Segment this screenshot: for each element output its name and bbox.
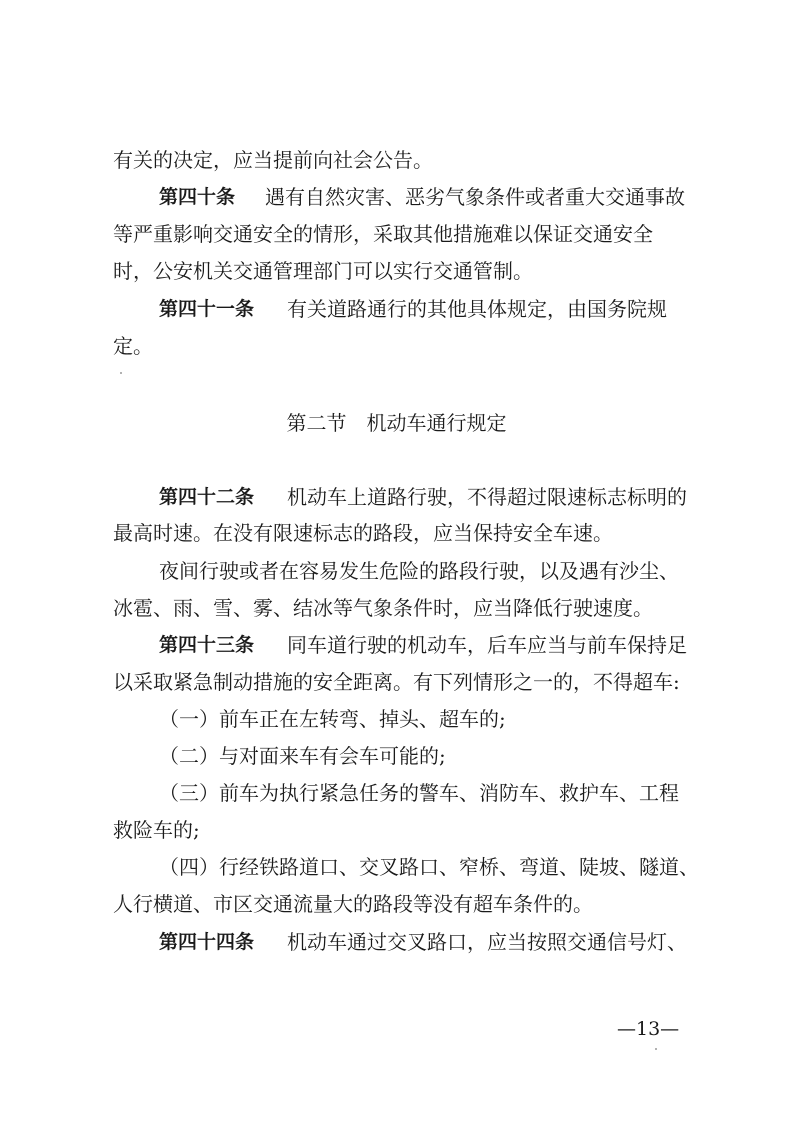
text: 遇有自然灾害、恶劣气象条件或者重大交通事故: [265, 185, 685, 209]
article-heading: 第四十二条: [159, 486, 255, 508]
text: 机动车通过交叉路口，应当按照交通信号灯、: [287, 930, 687, 954]
section-title: 第二节 机动车通行规定: [286, 411, 507, 435]
text: （四）行经铁路道口、交叉路口、窄桥、弯道、陡坡、隧道、: [159, 855, 699, 879]
list-item: [0, 737, 793, 775]
page-number: —13—: [617, 1018, 680, 1040]
article-44-line-1: [0, 923, 793, 961]
text: 人行横道、市区交通流量大的路段等没有超车条件的。: [113, 892, 593, 916]
list-item: [0, 848, 793, 886]
paragraph-line: [0, 589, 793, 627]
text: 最高时速。在没有限速标志的路段，应当保持安全车速。: [113, 521, 613, 545]
article-42-line-2: [0, 514, 793, 552]
text: 定。: [113, 334, 153, 358]
text: 救险车的;: [113, 818, 200, 842]
list-item: [0, 774, 793, 812]
article-heading: 第四十四条: [159, 931, 255, 953]
article-heading: 第四十三条: [159, 634, 255, 656]
paragraph-line: [0, 141, 793, 179]
list-item-continuation: [0, 811, 793, 849]
article-41-line-2: [0, 327, 793, 365]
scan-speck: [655, 1048, 657, 1050]
article-heading: 第四十条: [159, 186, 236, 208]
text: 夜间行驶或者在容易发生危险的路段行驶，以及遇有沙尘、: [159, 559, 679, 583]
scan-speck: [120, 372, 122, 374]
text: 以采取紧急制动措施的安全距离。有下列情形之一的，不得超车:: [113, 670, 680, 694]
article-41-line-1: [0, 290, 793, 328]
article-40-line-3: [0, 252, 793, 290]
article-heading: 第四十一条: [159, 298, 255, 320]
article-42-line-1: [0, 478, 793, 516]
text: （三）前车为执行紧急任务的警车、消防车、救护车、工程: [159, 781, 679, 805]
text: 同车道行驶的机动车，后车应当与前车保持足: [287, 633, 687, 657]
paragraph-line: [0, 552, 793, 590]
list-item-continuation: [0, 885, 793, 923]
text: 有关道路通行的其他具体规定，由国务院规: [287, 297, 667, 321]
text: 时，公安机关交通管理部门可以实行交通管制。: [113, 259, 533, 283]
text: 冰雹、雨、雪、雾、结冰等气象条件时，应当降低行驶速度。: [113, 596, 653, 620]
text: 有关的决定，应当提前向社会公告。: [113, 148, 433, 172]
list-item: [0, 700, 793, 738]
article-40-line-1: [0, 178, 793, 216]
text: 机动车上道路行驶，不得超过限速标志标明的: [287, 485, 687, 509]
text: （一）前车正在左转弯、掉头、超车的;: [159, 707, 506, 731]
article-43-line-1: [0, 626, 793, 664]
text: 等严重影响交通安全的情形，采取其他措施难以保证交通安全: [113, 222, 653, 246]
text: （二）与对面来车有会车可能的;: [159, 744, 446, 768]
article-43-line-2: [0, 663, 793, 701]
article-40-line-2: [0, 215, 793, 253]
